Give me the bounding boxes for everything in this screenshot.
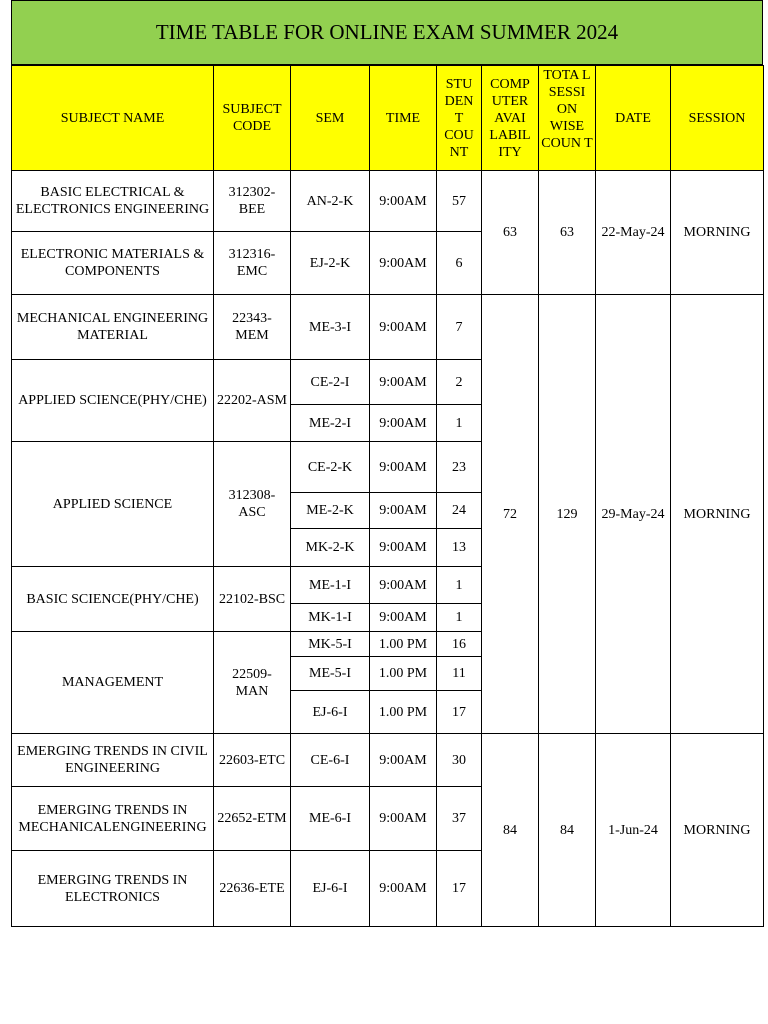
time-cell: 9:00AM [370,405,437,442]
sem-cell: MK-5-I [291,632,370,657]
student-count-cell: 17 [437,691,482,734]
subject-code: 22343-MEM [214,295,291,360]
header-session: SESSION [671,66,764,171]
subject-code: 22603-ETC [214,734,291,787]
sem-cell: EJ-6-I [291,691,370,734]
session-cell: MORNING [671,734,764,927]
subject-code: 312316-EMC [214,232,291,295]
date-cell: 22-May-24 [596,171,671,295]
subject-code: 22636-ETE [214,851,291,927]
header-subject-name: SUBJECT NAME [12,66,214,171]
total-session-count-cell: 84 [539,734,596,927]
subject-name: APPLIED SCIENCE(PHY/CHE) [12,360,214,442]
student-count-cell: 13 [437,529,482,567]
sem-cell: MK-1-I [291,604,370,632]
sem-cell: ME-6-I [291,787,370,851]
header-student-count: STU DEN T COU NT [437,66,482,171]
student-count-cell: 37 [437,787,482,851]
time-cell: 1.00 PM [370,632,437,657]
subject-name: MECHANICAL ENGINEERING MATERIAL [12,295,214,360]
time-cell: 9:00AM [370,295,437,360]
time-cell: 9:00AM [370,171,437,232]
time-cell: 9:00AM [370,442,437,493]
sem-cell: ME-5-I [291,657,370,691]
computer-availability-cell: 84 [482,734,539,927]
header-sem: SEM [291,66,370,171]
header-computer-availability: COMP UTER AVAI LABIL ITY [482,66,539,171]
table-row [12,734,764,787]
exam-timetable [11,65,764,927]
student-count-cell: 30 [437,734,482,787]
session-cell: MORNING [671,171,764,295]
sem-cell: CE-2-K [291,442,370,493]
student-count-cell: 7 [437,295,482,360]
subject-name: APPLIED SCIENCE [12,442,214,567]
total-session-count-cell: 129 [539,295,596,734]
student-count-cell: 6 [437,232,482,295]
subject-name: EMERGING TRENDS IN MECHANICALENGINEERING [12,787,214,851]
header-date: DATE [596,66,671,171]
subject-name: ELECTRONIC MATERIALS & COMPONENTS [12,232,214,295]
subject-code: 312308-ASC [214,442,291,567]
date-cell: 1-Jun-24 [596,734,671,927]
student-count-cell: 23 [437,442,482,493]
sem-cell: CE-6-I [291,734,370,787]
subject-name: MANAGEMENT [12,632,214,734]
sem-cell: AN-2-K [291,171,370,232]
student-count-cell: 24 [437,493,482,529]
time-cell: 9:00AM [370,360,437,405]
sem-cell: ME-1-I [291,567,370,604]
subject-code: 22102-BSC [214,567,291,632]
student-count-cell: 2 [437,360,482,405]
subject-name: BASIC ELECTRICAL & ELECTRONICS ENGINEERING [12,171,214,232]
subject-name: BASIC SCIENCE(PHY/CHE) [12,567,214,632]
time-cell: 1.00 PM [370,657,437,691]
date-cell: 29-May-24 [596,295,671,734]
computer-availability-cell: 63 [482,171,539,295]
subject-name: EMERGING TRENDS IN CIVIL ENGINEERING [12,734,214,787]
student-count-cell: 1 [437,567,482,604]
header-time: TIME [370,66,437,171]
header-total-session-count [539,66,596,171]
table-row [12,295,764,360]
time-cell: 9:00AM [370,787,437,851]
subject-code: 22509-MAN [214,632,291,734]
student-count-cell: 57 [437,171,482,232]
time-cell: 9:00AM [370,567,437,604]
time-cell: 9:00AM [370,734,437,787]
subject-code: 312302-BEE [214,171,291,232]
header-row [12,66,764,171]
student-count-cell: 11 [437,657,482,691]
table-row [12,171,764,232]
time-cell: 9:00AM [370,529,437,567]
student-count-cell: 1 [437,405,482,442]
student-count-cell: 16 [437,632,482,657]
subject-code: 22202-ASM [214,360,291,442]
student-count-cell: 1 [437,604,482,632]
sem-cell: ME-3-I [291,295,370,360]
subject-code: 22652-ETM [214,787,291,851]
computer-availability-cell: 72 [482,295,539,734]
header-subject-code: SUBJECT CODE [214,66,291,171]
sem-cell: ME-2-I [291,405,370,442]
page-title: TIME TABLE FOR ONLINE EXAM SUMMER 2024 [11,0,763,65]
time-cell: 9:00AM [370,851,437,927]
sem-cell: EJ-2-K [291,232,370,295]
sem-cell: EJ-6-I [291,851,370,927]
header-total-session-count-text: TOTA L SESSI ON WISE COUN T [541,68,593,151]
sem-cell: CE-2-I [291,360,370,405]
sem-cell: ME-2-K [291,493,370,529]
sem-cell: MK-2-K [291,529,370,567]
time-cell: 9:00AM [370,604,437,632]
student-count-cell: 17 [437,851,482,927]
time-cell: 1.00 PM [370,691,437,734]
time-cell: 9:00AM [370,493,437,529]
total-session-count-cell: 63 [539,171,596,295]
subject-name: EMERGING TRENDS IN ELECTRONICS [12,851,214,927]
session-cell: MORNING [671,295,764,734]
time-cell: 9:00AM [370,232,437,295]
